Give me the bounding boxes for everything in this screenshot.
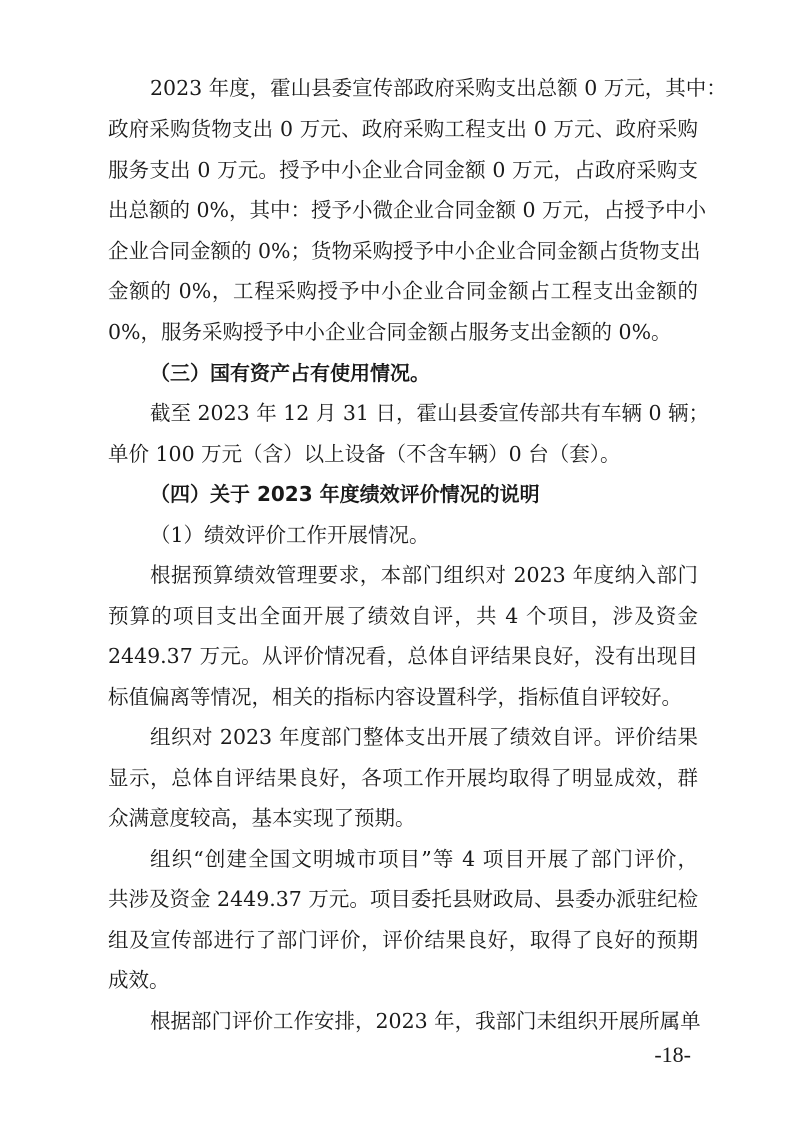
paragraph-line: 单价 100 万元（含）以上设备（不含车辆）0 台（套）。	[108, 442, 621, 466]
paragraph-line: 截至 2023 年 12 月 31 日，霍山县委宣传部共有车辆 0 辆；	[150, 401, 710, 425]
paragraph-line: 众满意度较高，基本实现了预期。	[108, 806, 416, 830]
paragraph-line: 政府采购货物支出 0 万元、政府采购工程支出 0 万元、政府采购	[108, 117, 698, 141]
paragraph-line: 2023 年度，霍山县委宣传部政府采购支出总额 0 万元，其中：	[150, 76, 727, 100]
paragraph-line: 金额的 0%，工程采购授予中小企业合同金额占工程支出金额的	[108, 279, 698, 303]
paragraph-line: 组织“创建全国文明城市项目”等 4 项目开展了部门评价，	[150, 847, 698, 871]
paragraph-line: 组织对 2023 年度部门整体支出开展了绩效自评。评价结果	[150, 725, 698, 749]
page-number: -18-	[654, 1042, 691, 1067]
paragraph-line: 成效。	[108, 968, 170, 992]
paragraph-line: 出总额的 0%，其中：授予小微企业合同金额 0 万元，占授予中小	[108, 198, 707, 222]
paragraph-line: 共涉及资金 2449.37 万元。项目委托县财政局、县委办派驻纪检	[108, 887, 698, 911]
paragraph-line: 2449.37 万元。从评价情况看，总体自评结果良好，没有出现目	[108, 644, 698, 668]
paragraph-line: 根据部门评价工作安排，2023 年，我部门未组织开展所属单	[150, 1009, 701, 1033]
paragraph-line: 服务支出 0 万元。授予中小企业合同金额 0 万元，占政府采购支	[108, 158, 698, 182]
paragraph-line: 标值偏离等情况，相关的指标内容设置科学，指标值自评较好。	[108, 685, 682, 709]
section-heading-assets: （三）国有资产占有使用情况。	[150, 361, 430, 385]
paragraph-line: 根据预算绩效管理要求，本部门组织对 2023 年度纳入部门	[150, 563, 698, 587]
paragraph-line: 显示，总体自评结果良好，各项工作开展均取得了明显成效，群	[108, 766, 698, 790]
section-heading-performance: （四）关于 2023 年度绩效评价情况的说明	[150, 482, 540, 506]
paragraph-line: 0%，服务采购授予中小企业合同金额占服务支出金额的 0%。	[108, 320, 672, 344]
subheading-evaluation: （1）绩效评价工作开展情况。	[150, 523, 430, 547]
paragraph-line: 组及宣传部进行了部门评价，评价结果良好，取得了良好的预期	[108, 928, 698, 952]
paragraph-line: 企业合同金额的 0%；货物采购授予中小企业合同金额占货物支出	[108, 239, 701, 263]
paragraph-line: 预算的项目支出全面开展了绩效自评，共 4 个项目，涉及资金	[108, 604, 698, 628]
